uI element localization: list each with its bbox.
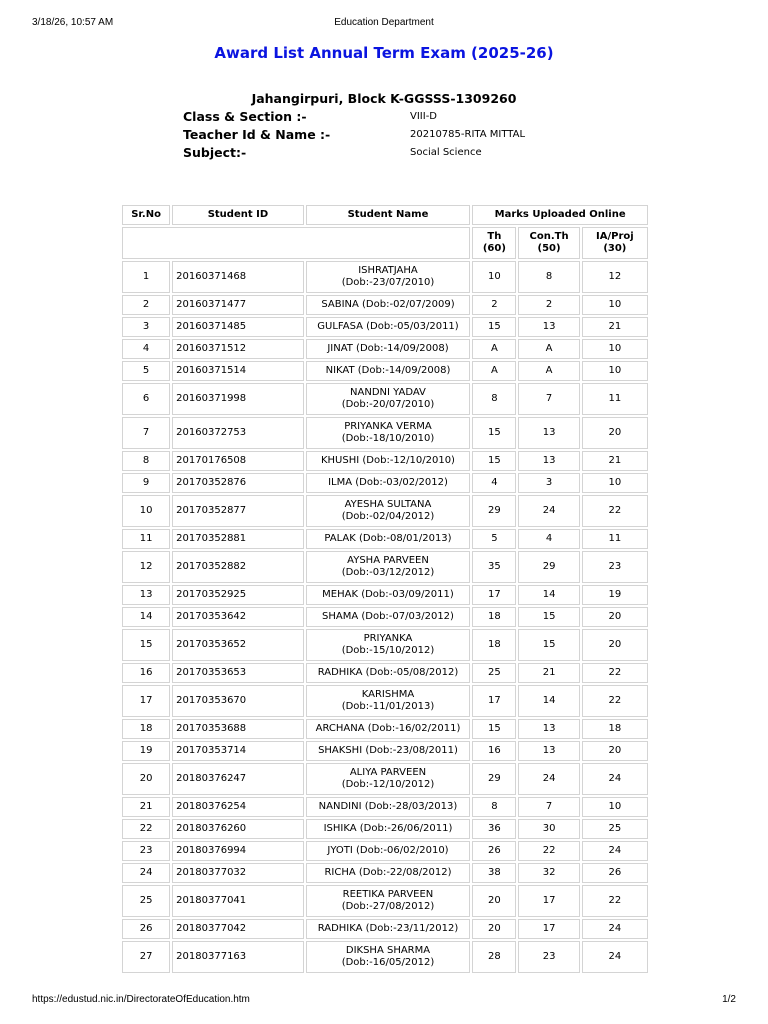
cell-srno: 11 xyxy=(122,529,170,549)
table-row xyxy=(122,361,648,381)
student-name-text: KARISHMA xyxy=(361,689,415,700)
student-dob-text: (Dob:-23/07/2010) xyxy=(341,277,435,288)
subheader-th-max: (60) xyxy=(482,243,506,254)
cell-ia-proj: 20 xyxy=(582,417,648,449)
teacher-value: 20210785-RITA MITTAL xyxy=(410,129,526,140)
cell-srno: 8 xyxy=(122,451,170,471)
cell-ia-proj: 22 xyxy=(582,885,648,917)
cell-con-th: 15 xyxy=(518,629,579,661)
cell-srno: 17 xyxy=(122,685,170,717)
table-row xyxy=(122,295,648,315)
cell-student-name xyxy=(306,685,471,717)
subheader-con-label: Con.Th xyxy=(529,231,569,242)
table-row xyxy=(122,719,648,739)
cell-con-th: A xyxy=(518,361,579,381)
class-section-label: Class & Section :- xyxy=(183,109,307,124)
cell-student-id: 20180377041 xyxy=(172,885,304,917)
cell-th: 36 xyxy=(472,819,516,839)
student-dob-text: (Dob:-18/10/2010) xyxy=(341,433,435,444)
cell-ia-proj: 10 xyxy=(582,797,648,817)
table-row xyxy=(122,495,648,527)
table-row xyxy=(122,451,648,471)
subject-value: Social Science xyxy=(410,147,482,158)
cell-ia-proj: 19 xyxy=(582,585,648,605)
cell-student-name xyxy=(306,741,471,761)
student-name-text: PRIYANKA VERMA xyxy=(344,421,432,432)
cell-srno: 9 xyxy=(122,473,170,493)
cell-th: 26 xyxy=(472,841,516,861)
cell-student-name xyxy=(306,361,471,381)
cell-student-id: 20170352882 xyxy=(172,551,304,583)
student-name-text: AYSHA PARVEEN xyxy=(347,555,429,566)
cell-student-name xyxy=(306,383,471,415)
student-name-text: DIKSHA SHARMA xyxy=(345,945,431,956)
cell-student-id: 20160371514 xyxy=(172,361,304,381)
cell-ia-proj: 21 xyxy=(582,451,648,471)
cell-con-th: 14 xyxy=(518,585,579,605)
cell-th: 10 xyxy=(472,261,516,293)
student-name-text: ISHRATJAHA xyxy=(358,265,418,276)
table-row xyxy=(122,797,648,817)
cell-con-th: 22 xyxy=(518,841,579,861)
cell-student-name xyxy=(306,797,471,817)
cell-con-th: 3 xyxy=(518,473,579,493)
cell-th: 20 xyxy=(472,919,516,939)
cell-ia-proj: 10 xyxy=(582,473,648,493)
cell-student-name xyxy=(306,551,471,583)
table-row xyxy=(122,863,648,883)
table-row xyxy=(122,763,648,795)
cell-student-id: 20170352925 xyxy=(172,585,304,605)
cell-th: 17 xyxy=(472,585,516,605)
student-name-text: JINAT (Dob:-14/09/2008) xyxy=(327,343,449,354)
cell-srno: 26 xyxy=(122,919,170,939)
student-name-text: AYESHA SULTANA xyxy=(344,499,432,510)
cell-student-name xyxy=(306,719,471,739)
cell-student-name xyxy=(306,885,471,917)
cell-student-id: 20180376247 xyxy=(172,763,304,795)
cell-ia-proj: 18 xyxy=(582,719,648,739)
cell-student-name xyxy=(306,261,471,293)
cell-con-th: 7 xyxy=(518,383,579,415)
cell-ia-proj: 24 xyxy=(582,941,648,973)
cell-th: A xyxy=(472,361,516,381)
cell-student-name xyxy=(306,663,471,683)
cell-th: 15 xyxy=(472,317,516,337)
subheader-th xyxy=(472,227,516,259)
student-dob-text: (Dob:-03/12/2012) xyxy=(341,567,435,578)
header-srno: Sr.No xyxy=(122,205,170,225)
cell-student-id: 20160372753 xyxy=(172,417,304,449)
page-title: Award List Annual Term Exam (2025-26) xyxy=(214,44,554,62)
subheader-ia xyxy=(582,227,648,259)
cell-con-th: 24 xyxy=(518,763,579,795)
table-row xyxy=(122,529,648,549)
cell-con-th: 30 xyxy=(518,819,579,839)
cell-con-th: 17 xyxy=(518,885,579,917)
cell-student-id: 20180376994 xyxy=(172,841,304,861)
cell-con-th: 29 xyxy=(518,551,579,583)
cell-student-id: 20170352881 xyxy=(172,529,304,549)
print-header xyxy=(0,0,768,28)
subheader-ia-max: (30) xyxy=(603,243,627,254)
table-row xyxy=(122,551,648,583)
student-name-text: ARCHANA (Dob:-16/02/2011) xyxy=(315,723,461,734)
cell-th: 38 xyxy=(472,863,516,883)
cell-ia-proj: 22 xyxy=(582,663,648,683)
student-dob-text: (Dob:-15/10/2012) xyxy=(341,645,435,656)
print-page-number: 1/2 xyxy=(722,994,736,1005)
cell-student-name xyxy=(306,417,471,449)
student-name-text: GULFASA (Dob:-05/03/2011) xyxy=(317,321,459,332)
student-name-text: NIKAT (Dob:-14/09/2008) xyxy=(325,365,451,376)
cell-con-th: 32 xyxy=(518,863,579,883)
table-row xyxy=(122,417,648,449)
cell-con-th: 13 xyxy=(518,317,579,337)
cell-ia-proj: 22 xyxy=(582,685,648,717)
cell-ia-proj: 10 xyxy=(582,295,648,315)
cell-student-id: 20180377042 xyxy=(172,919,304,939)
table-row xyxy=(122,607,648,627)
cell-student-id: 20170352877 xyxy=(172,495,304,527)
cell-th: 2 xyxy=(472,295,516,315)
table-row xyxy=(122,819,648,839)
cell-ia-proj: 20 xyxy=(582,629,648,661)
table-row xyxy=(122,663,648,683)
cell-ia-proj: 20 xyxy=(582,741,648,761)
cell-student-name xyxy=(306,473,471,493)
cell-srno: 21 xyxy=(122,797,170,817)
cell-student-name xyxy=(306,495,471,527)
cell-con-th: 21 xyxy=(518,663,579,683)
student-name-text: SABINA (Dob:-02/07/2009) xyxy=(321,299,455,310)
cell-ia-proj: 21 xyxy=(582,317,648,337)
table-row xyxy=(122,885,648,917)
student-name-text: SHAKSHI (Dob:-23/08/2011) xyxy=(318,745,458,756)
table-row xyxy=(122,383,648,415)
header-student-name: Student Name xyxy=(306,205,471,225)
cell-con-th: 8 xyxy=(518,261,579,293)
header-student-id: Student ID xyxy=(172,205,304,225)
student-dob-text: (Dob:-16/05/2012) xyxy=(341,957,435,968)
cell-srno: 2 xyxy=(122,295,170,315)
cell-student-id: 20170353714 xyxy=(172,741,304,761)
cell-srno: 13 xyxy=(122,585,170,605)
cell-th: 8 xyxy=(472,383,516,415)
table-row xyxy=(122,473,648,493)
cell-srno: 20 xyxy=(122,763,170,795)
table-row xyxy=(122,919,648,939)
student-name-text: PALAK (Dob:-08/01/2013) xyxy=(324,533,452,544)
cell-student-id: 20160371477 xyxy=(172,295,304,315)
cell-ia-proj: 24 xyxy=(582,763,648,795)
cell-con-th: 13 xyxy=(518,417,579,449)
cell-student-name xyxy=(306,607,471,627)
cell-con-th: 14 xyxy=(518,685,579,717)
cell-con-th: 13 xyxy=(518,741,579,761)
cell-ia-proj: 24 xyxy=(582,841,648,861)
cell-th: 5 xyxy=(472,529,516,549)
cell-con-th: 24 xyxy=(518,495,579,527)
cell-srno: 15 xyxy=(122,629,170,661)
student-dob-text: (Dob:-12/10/2012) xyxy=(341,779,435,790)
student-name-text: RADHIKA (Dob:-23/11/2012) xyxy=(317,923,459,934)
cell-con-th: A xyxy=(518,339,579,359)
cell-th: 15 xyxy=(472,719,516,739)
table-row xyxy=(122,841,648,861)
cell-con-th: 13 xyxy=(518,451,579,471)
cell-srno: 27 xyxy=(122,941,170,973)
table-row xyxy=(122,317,648,337)
print-url: https://edustud.nic.in/DirectorateOfEducation.htm xyxy=(32,994,250,1005)
cell-th: 20 xyxy=(472,885,516,917)
table-row xyxy=(122,585,648,605)
cell-srno: 16 xyxy=(122,663,170,683)
table-row xyxy=(122,261,648,293)
table-row xyxy=(122,685,648,717)
cell-student-name xyxy=(306,451,471,471)
cell-th: 18 xyxy=(472,607,516,627)
cell-th: 16 xyxy=(472,741,516,761)
print-site-title: Education Department xyxy=(334,17,434,28)
cell-student-id: 20170176508 xyxy=(172,451,304,471)
cell-student-name xyxy=(306,317,471,337)
cell-con-th: 15 xyxy=(518,607,579,627)
student-name-text: REETIKA PARVEEN xyxy=(342,889,434,900)
cell-th: 28 xyxy=(472,941,516,973)
cell-th: 29 xyxy=(472,763,516,795)
cell-student-name xyxy=(306,529,471,549)
cell-srno: 5 xyxy=(122,361,170,381)
student-name-text: MEHAK (Dob:-03/09/2011) xyxy=(322,589,454,600)
cell-srno: 23 xyxy=(122,841,170,861)
class-section-value: VIII-D xyxy=(410,111,437,122)
cell-student-name xyxy=(306,763,471,795)
cell-student-id: 20170353688 xyxy=(172,719,304,739)
cell-ia-proj: 10 xyxy=(582,339,648,359)
cell-con-th: 17 xyxy=(518,919,579,939)
cell-srno: 19 xyxy=(122,741,170,761)
table-row xyxy=(122,339,648,359)
cell-student-id: 20160371468 xyxy=(172,261,304,293)
school-name: Jahangirpuri, Block K-GGSSS-1309260 xyxy=(251,91,517,106)
cell-con-th: 2 xyxy=(518,295,579,315)
table-body xyxy=(122,261,648,973)
teacher-label: Teacher Id & Name :- xyxy=(183,127,331,142)
cell-ia-proj: 20 xyxy=(582,607,648,627)
cell-student-id: 20160371998 xyxy=(172,383,304,415)
cell-ia-proj: 26 xyxy=(582,863,648,883)
student-name-text: RADHIKA (Dob:-05/08/2012) xyxy=(317,667,459,678)
cell-srno: 14 xyxy=(122,607,170,627)
subheader-blank xyxy=(122,227,470,259)
cell-th: 17 xyxy=(472,685,516,717)
student-dob-text: (Dob:-20/07/2010) xyxy=(341,399,435,410)
cell-student-id: 20180377032 xyxy=(172,863,304,883)
cell-th: 18 xyxy=(472,629,516,661)
cell-student-id: 20170352876 xyxy=(172,473,304,493)
cell-th: 35 xyxy=(472,551,516,583)
cell-con-th: 4 xyxy=(518,529,579,549)
student-name-text: JYOTI (Dob:-06/02/2010) xyxy=(327,845,449,856)
cell-srno: 22 xyxy=(122,819,170,839)
cell-th: 15 xyxy=(472,417,516,449)
cell-th: A xyxy=(472,339,516,359)
cell-student-name xyxy=(306,295,471,315)
cell-ia-proj: 11 xyxy=(582,383,648,415)
cell-th: 4 xyxy=(472,473,516,493)
cell-ia-proj: 22 xyxy=(582,495,648,527)
cell-th: 29 xyxy=(472,495,516,527)
cell-ia-proj: 23 xyxy=(582,551,648,583)
cell-ia-proj: 10 xyxy=(582,361,648,381)
cell-student-name xyxy=(306,919,471,939)
cell-th: 25 xyxy=(472,663,516,683)
cell-srno: 4 xyxy=(122,339,170,359)
cell-ia-proj: 11 xyxy=(582,529,648,549)
cell-student-name xyxy=(306,841,471,861)
cell-student-id: 20180376260 xyxy=(172,819,304,839)
student-name-text: NANDINI (Dob:-28/03/2013) xyxy=(318,801,458,812)
subject-label: Subject:- xyxy=(183,145,247,160)
student-dob-text: (Dob:-02/04/2012) xyxy=(341,511,435,522)
award-list-table xyxy=(120,203,650,975)
subheader-con xyxy=(518,227,579,259)
cell-th: 15 xyxy=(472,451,516,471)
table-row xyxy=(122,741,648,761)
cell-con-th: 23 xyxy=(518,941,579,973)
cell-con-th: 7 xyxy=(518,797,579,817)
cell-student-id: 20170353653 xyxy=(172,663,304,683)
cell-student-name xyxy=(306,941,471,973)
print-datetime: 3/18/26, 10:57 AM xyxy=(32,17,114,28)
cell-student-name xyxy=(306,863,471,883)
cell-srno: 7 xyxy=(122,417,170,449)
student-name-text: RICHA (Dob:-22/08/2012) xyxy=(324,867,452,878)
cell-student-id: 20170353670 xyxy=(172,685,304,717)
student-name-text: ISHIKA (Dob:-26/06/2011) xyxy=(323,823,453,834)
student-dob-text: (Dob:-11/01/2013) xyxy=(341,701,435,712)
cell-student-id: 20170353642 xyxy=(172,607,304,627)
cell-srno: 24 xyxy=(122,863,170,883)
cell-student-name xyxy=(306,339,471,359)
cell-srno: 12 xyxy=(122,551,170,583)
cell-srno: 1 xyxy=(122,261,170,293)
cell-con-th: 13 xyxy=(518,719,579,739)
cell-th: 8 xyxy=(472,797,516,817)
cell-srno: 18 xyxy=(122,719,170,739)
cell-student-id: 20160371512 xyxy=(172,339,304,359)
cell-student-id: 20180376254 xyxy=(172,797,304,817)
student-name-text: KHUSHI (Dob:-12/10/2010) xyxy=(320,455,455,466)
student-name-text: ILMA (Dob:-03/02/2012) xyxy=(328,477,448,488)
cell-student-id: 20180377163 xyxy=(172,941,304,973)
student-name-text: ALIYA PARVEEN xyxy=(349,767,427,778)
cell-ia-proj: 25 xyxy=(582,819,648,839)
cell-student-id: 20170353652 xyxy=(172,629,304,661)
student-name-text: NANDNI YADAV xyxy=(350,387,426,398)
student-name-text: PRIYANKA xyxy=(363,633,413,644)
cell-student-name xyxy=(306,629,471,661)
cell-srno: 6 xyxy=(122,383,170,415)
cell-student-name xyxy=(306,819,471,839)
student-name-text: SHAMA (Dob:-07/03/2012) xyxy=(322,611,454,622)
table-row xyxy=(122,629,648,661)
cell-ia-proj: 24 xyxy=(582,919,648,939)
subheader-th-label: Th xyxy=(487,231,502,242)
cell-srno: 10 xyxy=(122,495,170,527)
cell-ia-proj: 12 xyxy=(582,261,648,293)
cell-student-id: 20160371485 xyxy=(172,317,304,337)
student-dob-text: (Dob:-27/08/2012) xyxy=(341,901,435,912)
cell-srno: 3 xyxy=(122,317,170,337)
subheader-con-max: (50) xyxy=(537,243,561,254)
table-row xyxy=(122,941,648,973)
subheader-ia-label: IA/Proj xyxy=(596,231,634,242)
header-marks: Marks Uploaded Online xyxy=(472,205,648,225)
cell-student-name xyxy=(306,585,471,605)
cell-srno: 25 xyxy=(122,885,170,917)
